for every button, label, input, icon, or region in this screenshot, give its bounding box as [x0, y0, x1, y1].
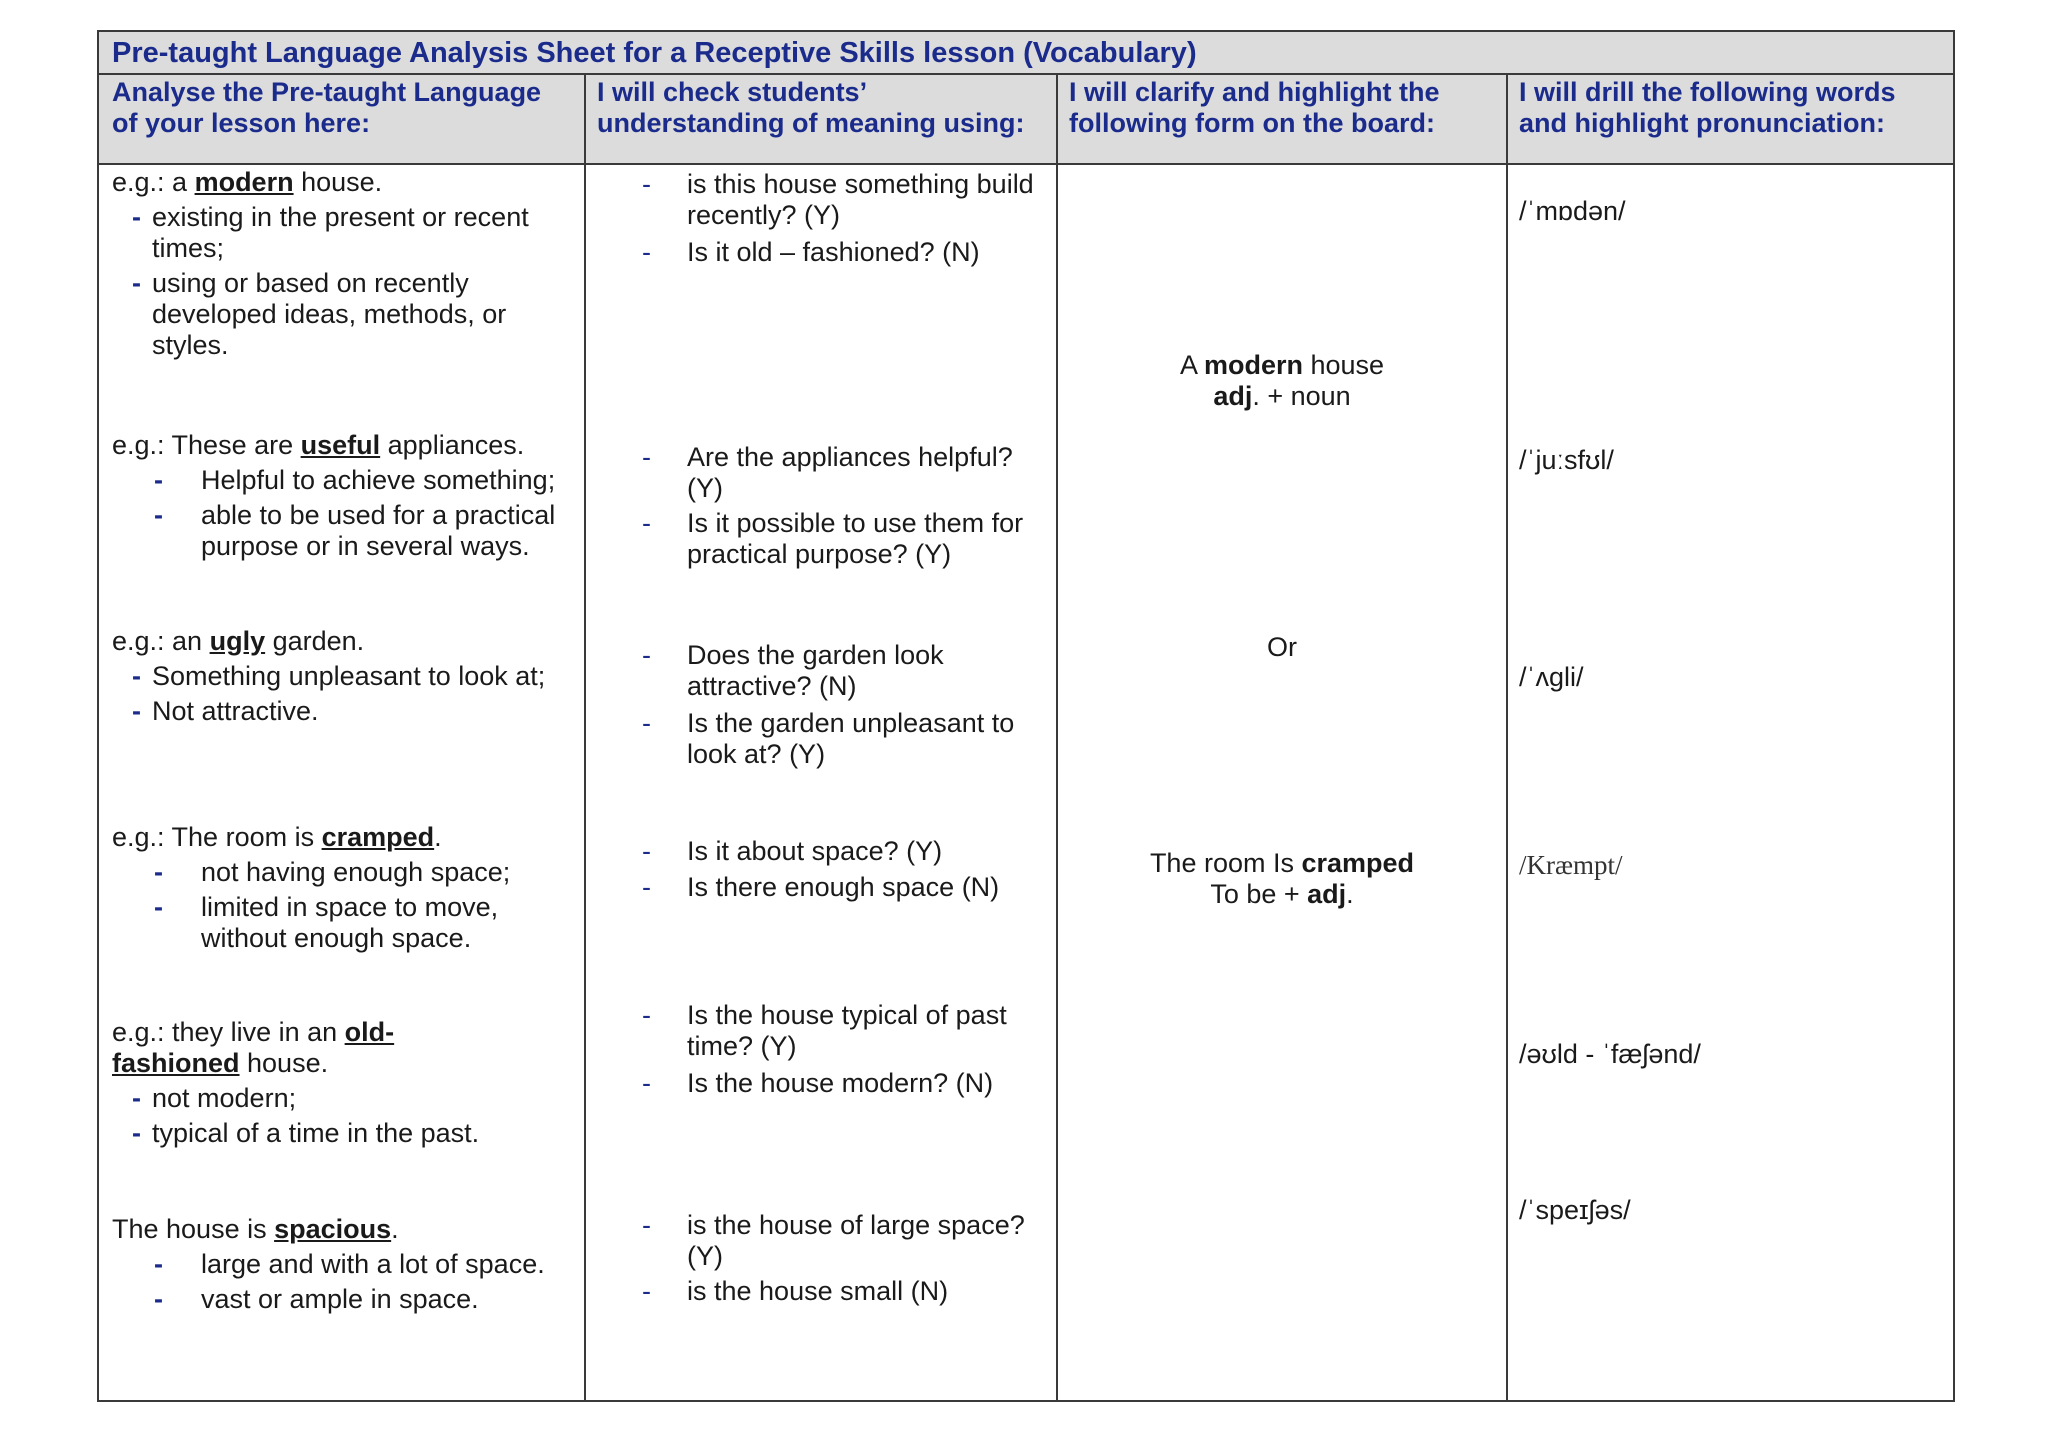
- ccq-ugly: [642, 640, 1052, 770]
- ccq-item: - Is it about space? (Y): [642, 836, 1052, 867]
- form-example: The room Is cramped: [1149, 848, 1415, 878]
- ccq-modern: [642, 169, 1052, 268]
- ccq-old-fashioned: [642, 1000, 1052, 1099]
- column-divider: [1056, 75, 1058, 1400]
- example-sentence: e.g.: a modern house.: [112, 167, 383, 197]
- ccq-item: - is this house something build recently? (Y): [642, 169, 1052, 231]
- header-check-meaning: I will check students’ understanding of meaning using:: [597, 77, 1025, 138]
- definition: - existing in the present or recent times;: [132, 202, 577, 264]
- definition: - large and with a lot of space.: [154, 1249, 577, 1280]
- analysis-old-fashioned: [112, 1017, 480, 1149]
- phonemic-ugly: /ˈʌgli/: [1519, 662, 1584, 692]
- analysis-spacious: [112, 1214, 577, 1315]
- ccq-cramped: [642, 836, 1052, 903]
- header-analyse: Analyse the Pre-taught Language of your lesson here:: [112, 77, 542, 138]
- phonemic-cramped: /Kræmpt/: [1519, 850, 1623, 880]
- form-pattern: To be + adj.: [1210, 879, 1354, 909]
- column-divider: [584, 75, 586, 1400]
- form-pattern: adj. + noun: [1213, 381, 1351, 411]
- form-modern: [1058, 350, 1506, 412]
- definition: - able to be used for a practical purpose or in several ways.: [154, 500, 577, 562]
- example-sentence: e.g.: The room is cramped.: [112, 822, 442, 852]
- ccq-item: - Is the house modern? (N): [642, 1068, 1052, 1099]
- analysis-ugly: [112, 626, 577, 727]
- example-sentence: e.g.: they live in an old-fashioned house.: [112, 1017, 395, 1078]
- definition: - not having enough space;: [154, 857, 577, 888]
- definition: - Helpful to achieve something;: [154, 465, 577, 496]
- example-sentence: e.g.: an ugly garden.: [112, 626, 365, 656]
- definition: - using or based on recently developed ideas, methods, or styles.: [132, 268, 577, 361]
- definition: - Something unpleasant to look at;: [132, 661, 577, 692]
- definition: - vast or ample in space.: [154, 1284, 577, 1315]
- example-sentence: e.g.: These are useful appliances.: [112, 430, 525, 460]
- definition: - typical of a time in the past.: [132, 1118, 572, 1149]
- definition: - not modern;: [132, 1083, 572, 1114]
- phonemic-modern: /ˈmɒdən/: [1519, 196, 1626, 226]
- header-clarify-form: I will clarify and highlight the following form on the board:: [1069, 77, 1440, 138]
- phonemic-useful: /ˈjuːsfʊl/: [1519, 445, 1614, 475]
- example-sentence: The house is spacious.: [112, 1214, 399, 1244]
- phonemic-spacious: /ˈspeɪʃəs/: [1519, 1195, 1631, 1225]
- sheet-title: Pre-taught Language Analysis Sheet for a Receptive Skills lesson (Vocabulary): [112, 37, 1197, 69]
- analysis-modern: [112, 167, 577, 361]
- phonemic-old-fashioned: /əʊld - ˈfæʃənd/: [1519, 1039, 1701, 1069]
- ccq-spacious: [642, 1210, 1052, 1307]
- ccq-item: - Is it possible to use them for practical purpose? (Y): [642, 508, 1052, 570]
- ccq-item: - is the house of large space? (Y): [642, 1210, 1052, 1272]
- analysis-sheet-table: [97, 30, 1955, 1402]
- analysis-cramped: [112, 822, 577, 954]
- ccq-useful: [642, 442, 1052, 570]
- form-example: A modern house: [1179, 350, 1385, 380]
- definition: - Not attractive.: [132, 696, 577, 727]
- form-cramped: [1058, 848, 1506, 910]
- analysis-useful: [112, 430, 577, 562]
- ccq-item: - Is the garden unpleasant to look at? (Y): [642, 708, 1052, 770]
- ccq-item: - Are the appliances helpful? (Y): [642, 442, 1052, 504]
- ccq-item: - Does the garden look attractive? (N): [642, 640, 1052, 702]
- ccq-item: - Is there enough space (N): [642, 872, 1052, 903]
- form-or: Or: [1267, 632, 1297, 662]
- ccq-item: - Is the house typical of past time? (Y): [642, 1000, 1052, 1062]
- ccq-item: - is the house small (N): [642, 1276, 1052, 1307]
- title-row: [99, 32, 1953, 75]
- definition: - limited in space to move, without enough space.: [154, 892, 577, 954]
- header-drill-pronunciation: I will drill the following words and highlight pronunciation:: [1519, 77, 1896, 138]
- ccq-item: - Is it old – fashioned? (N): [642, 237, 1052, 268]
- header-row: [99, 75, 1953, 165]
- column-divider: [1506, 75, 1508, 1400]
